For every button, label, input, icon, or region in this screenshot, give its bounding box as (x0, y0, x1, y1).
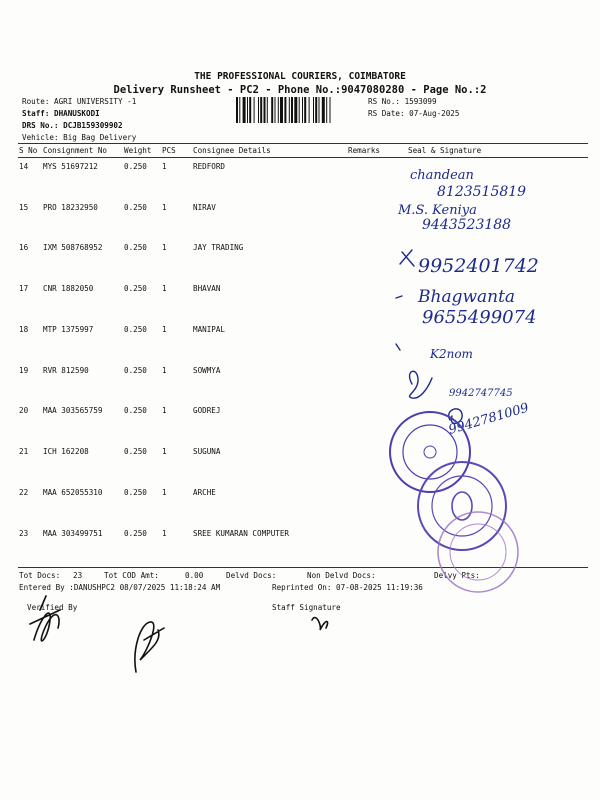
barcode-bar (294, 97, 297, 123)
barcode-bar (302, 97, 303, 123)
row-sno: 19 (19, 366, 29, 375)
table-row (0, 406, 600, 447)
row-weight: 0.250 (124, 366, 147, 375)
verified-by: Verified By (27, 603, 78, 612)
vehicle-label: Vehicle: Big Bag Delivery (22, 133, 137, 142)
row-pcs: 1 (162, 488, 167, 497)
col-remarks: Remarks (348, 146, 381, 155)
barcode-bar (330, 97, 331, 123)
table-row (0, 366, 600, 407)
table-row (0, 284, 600, 325)
row-pcs: 1 (162, 406, 167, 415)
barcode-bar (280, 97, 283, 123)
row-consignment: MAA 303565759 (43, 406, 103, 415)
row-consignee: NIRAV (193, 203, 216, 212)
barcode-bar (239, 97, 240, 123)
row-consignee: REDFORD (193, 162, 226, 171)
company-title: THE PROFESSIONAL COURIERS, COIMBATORE (194, 71, 406, 82)
handwritten-phone: 9443523188 (422, 217, 512, 233)
row-consignment: IXM 508768952 (43, 243, 103, 252)
handwritten-phone: 9942747745 (449, 388, 513, 399)
barcode-bar (278, 97, 279, 123)
row-consignment: RVR 812590 (43, 366, 89, 375)
row-consignee: GODREJ (193, 406, 221, 415)
handwritten-name: Bhagwanta (418, 287, 516, 307)
table-row (0, 203, 600, 244)
table-row (0, 488, 600, 529)
barcode-bar (299, 97, 300, 123)
row-consignment: CNR 1882050 (43, 284, 94, 293)
rs-date: RS Date: 07-Aug-2025 (368, 109, 460, 118)
row-sno: 22 (19, 488, 29, 497)
table-row (0, 447, 600, 488)
table-row (0, 162, 600, 203)
row-consignee: JAY TRADING (193, 243, 244, 252)
non-delvd-docs: Non Delvd Docs: (307, 571, 376, 580)
row-sno: 16 (19, 243, 29, 252)
table-row (0, 243, 600, 284)
row-pcs: 1 (162, 203, 167, 212)
row-weight: 0.250 (124, 243, 147, 252)
barcode-bar (313, 97, 314, 123)
reprinted-on: Reprinted On: 07-08-2025 11:19:36 (272, 583, 423, 592)
barcode-bar (249, 97, 251, 123)
handwritten-phone: 9655499074 (422, 307, 537, 328)
route-label: Route: AGRI UNIVERSITY -1 (22, 97, 137, 106)
barcode-bar (271, 97, 273, 123)
barcode-bar (264, 97, 266, 123)
barcode-bar (267, 97, 268, 123)
delvd-docs: Delvd Docs: (226, 571, 277, 580)
barcode-bar (258, 97, 259, 123)
barcode-bar (326, 97, 327, 123)
row-consignment: PRO 18232950 (43, 203, 98, 212)
tot-docs-value: 23 (73, 571, 83, 580)
row-sno: 21 (19, 447, 29, 456)
row-weight: 0.250 (124, 447, 147, 456)
row-sno: 18 (19, 325, 29, 334)
barcode-bar (319, 97, 320, 123)
handwritten-phone: 9942781009 (446, 400, 531, 438)
row-pcs: 1 (162, 447, 167, 456)
barcode-bar (254, 97, 255, 123)
barcode-graphic (236, 97, 362, 123)
row-consignee: BHAVAN (193, 284, 221, 293)
row-sno: 23 (19, 529, 29, 538)
row-weight: 0.250 (124, 162, 147, 171)
row-weight: 0.250 (124, 203, 147, 212)
row-pcs: 1 (162, 366, 167, 375)
row-consignee: MANIPAL (193, 325, 226, 334)
runsheet-subtitle: Delivery Runsheet - PC2 - Phone No.:9047080280 - Page No.:2 (113, 84, 487, 96)
row-consignment: MYS 51697212 (43, 162, 98, 171)
cod-label: Tot COD Amt: (104, 571, 159, 580)
drs-label: DRS No.: DCJB159309902 (22, 121, 123, 130)
row-sno: 14 (19, 162, 29, 171)
handwritten-name: M.S. Keniya (398, 203, 477, 218)
col-consignment: Consignment No (43, 146, 108, 155)
row-consignee: ARCHE (193, 488, 216, 497)
row-consignee: SUGUNA (193, 447, 221, 456)
row-weight: 0.250 (124, 406, 147, 415)
barcode-bar (315, 97, 317, 123)
barcode-bar (304, 97, 306, 123)
header-rule-bottom (18, 157, 588, 158)
verified-signature (135, 622, 164, 672)
col-pcs: PCS (162, 146, 176, 155)
barcode-bar (260, 97, 262, 123)
row-consignment: MTP 1375997 (43, 325, 94, 334)
row-consignee: SOWMYA (193, 366, 221, 375)
handwritten-phone: 9952401742 (418, 255, 539, 277)
handwritten-name: K2nom (430, 347, 473, 361)
row-pcs: 1 (162, 529, 167, 538)
header-rule-top (18, 143, 588, 144)
tot-docs-label: Tot Docs: (19, 571, 61, 580)
row-consignment: ICH 162208 (43, 447, 89, 456)
rs-number: RS No.: 1593099 (368, 97, 437, 106)
row-weight: 0.250 (124, 284, 147, 293)
handwritten-phone: 8123515819 (437, 184, 527, 200)
staff-signature (312, 618, 328, 630)
row-sno: 17 (19, 284, 29, 293)
row-sno: 20 (19, 406, 29, 415)
row-consignee: SREE KUMARAN COMPUTER (193, 529, 290, 538)
barcode-bar (309, 97, 310, 123)
row-sno: 15 (19, 203, 29, 212)
row-weight: 0.250 (124, 529, 147, 538)
cod-value: 0.00 (185, 571, 204, 580)
row-pcs: 1 (162, 243, 167, 252)
row-consignment: MAA 652055310 (43, 488, 103, 497)
col-weight: Weight (124, 146, 152, 155)
row-pcs: 1 (162, 325, 167, 334)
barcode-bar (289, 97, 290, 123)
delvy-pts: Delvy Pts: (434, 571, 480, 580)
row-weight: 0.250 (124, 325, 147, 334)
barcode-bar (291, 97, 293, 123)
barcode-bar (236, 97, 238, 123)
table-row (0, 529, 600, 570)
staff-label: Staff: DHANUSKODI (22, 109, 100, 118)
row-weight: 0.250 (124, 488, 147, 497)
footer-rule (18, 567, 588, 568)
col-consignee: Consignee Details (193, 146, 271, 155)
col-sno: S No (19, 146, 38, 155)
barcode-bar (275, 97, 276, 123)
col-seal: Seal & Signature (408, 146, 482, 155)
barcode (236, 97, 362, 123)
row-consignment: MAA 303499751 (43, 529, 103, 538)
barcode-bar (243, 97, 246, 123)
handwritten-name: chandean (410, 168, 474, 183)
barcode-bar (284, 97, 286, 123)
row-pcs: 1 (162, 284, 167, 293)
barcode-bar (322, 97, 325, 123)
barcode-bar (247, 97, 248, 123)
table-row (0, 325, 600, 366)
entered-by: Entered By :DANUSHPC2 08/07/2025 11:18:24 AM (19, 583, 221, 592)
staff-signature-label: Staff Signature (272, 603, 341, 612)
row-pcs: 1 (162, 162, 167, 171)
